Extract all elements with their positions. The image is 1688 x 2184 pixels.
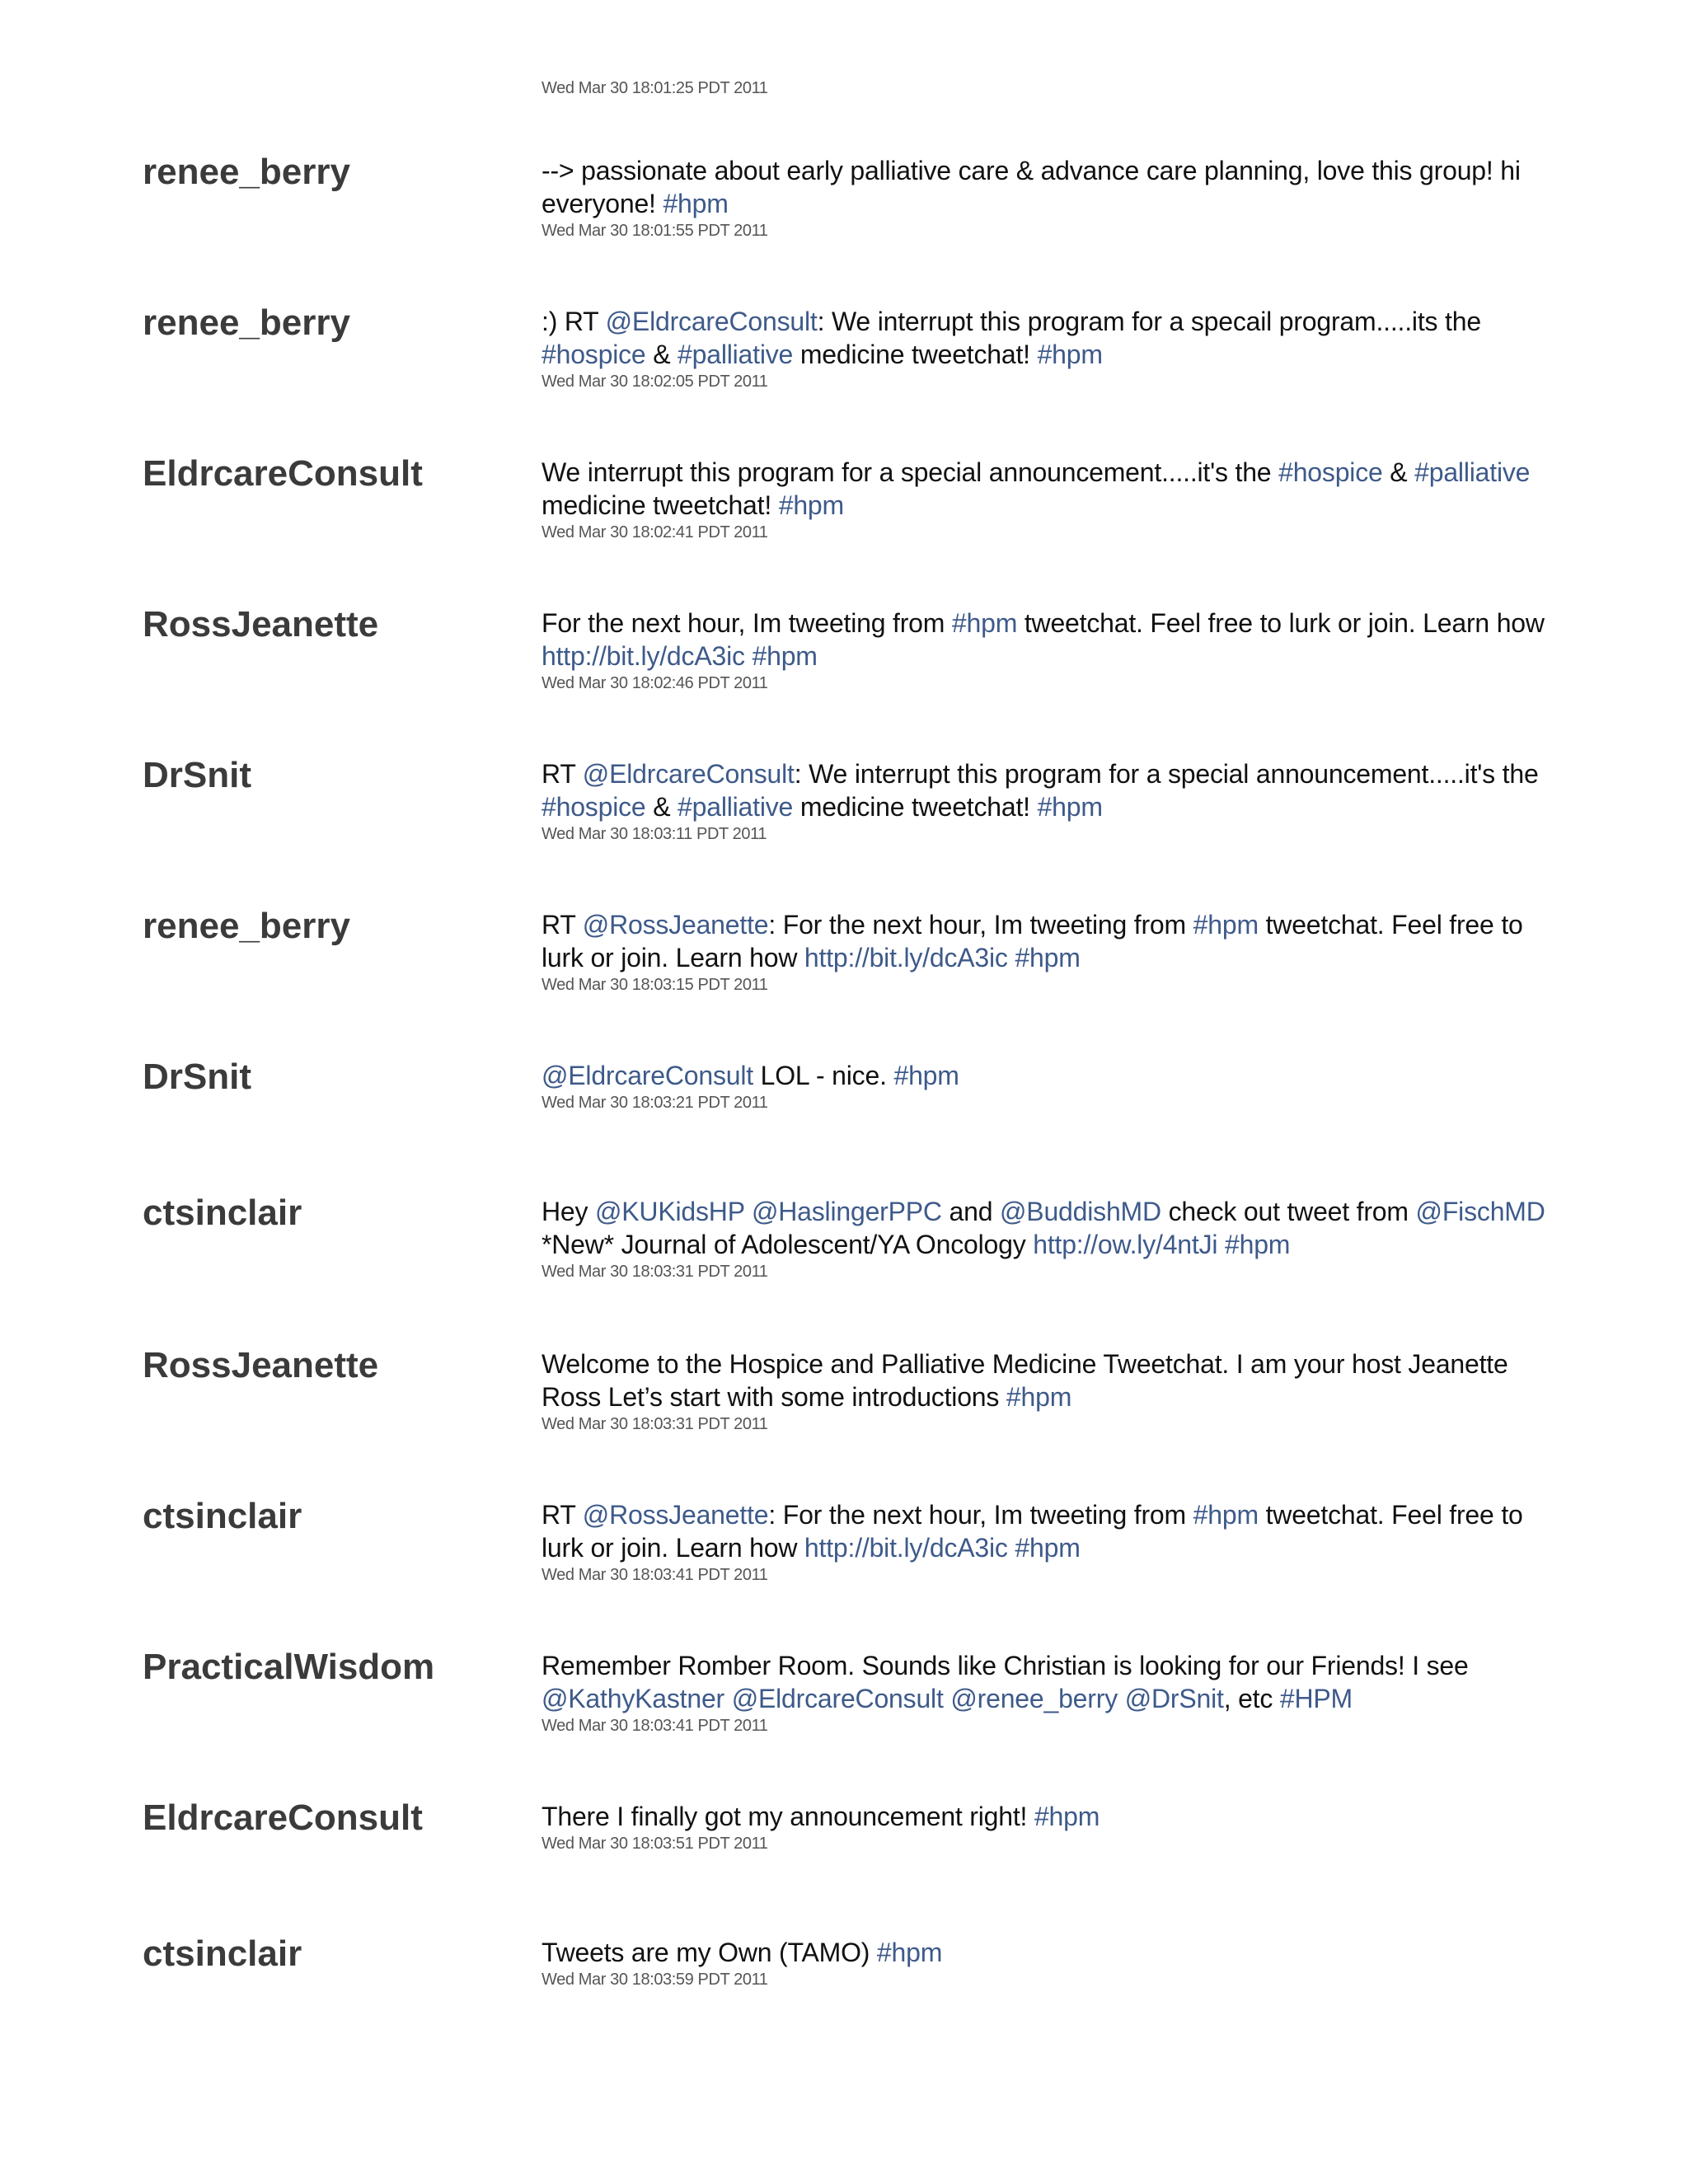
- hashtag-link[interactable]: #hpm: [1193, 1500, 1259, 1530]
- tweet-text-segment: &: [645, 340, 678, 369]
- hashtag-link[interactable]: #palliative: [1414, 457, 1531, 487]
- hashtag-link[interactable]: #hpm: [1225, 1230, 1291, 1259]
- hashtag-link[interactable]: #hpm: [1006, 1382, 1072, 1412]
- tweet-author[interactable]: EldrcareConsult: [143, 1797, 423, 1838]
- tweet-text: [542, 305, 1551, 371]
- mention-link[interactable]: @FischMD: [1415, 1197, 1545, 1226]
- hashtag-link[interactable]: #hpm: [1015, 1533, 1081, 1563]
- hashtag-link[interactable]: #hpm: [752, 641, 818, 671]
- hashtag-link[interactable]: #palliative: [678, 340, 794, 369]
- mention-link[interactable]: @BuddishMD: [1000, 1197, 1161, 1226]
- tweet-body: [542, 1800, 1551, 1854]
- hashtag-link[interactable]: #hpm: [1015, 943, 1081, 972]
- tweet-text-segment: medicine tweetchat!: [542, 490, 779, 520]
- tweet-text-segment: RT: [542, 759, 583, 789]
- hashtag-link[interactable]: #hospice: [542, 340, 646, 369]
- mention-link[interactable]: @EldrcareConsult: [582, 759, 795, 789]
- tweet-timestamp: Wed Mar 30 18:03:41 PDT 2011: [542, 1566, 768, 1584]
- mention-link[interactable]: @EldrcareConsult: [605, 307, 818, 336]
- tweet-text: [542, 1059, 1551, 1092]
- url-link[interactable]: http://bit.ly/dcA3ic: [804, 1533, 1008, 1563]
- tweet-text: [542, 607, 1551, 673]
- tweet-timestamp: Wed Mar 30 18:03:51 PDT 2011: [542, 1835, 768, 1853]
- tweet-text: [542, 1800, 1551, 1833]
- tweet-body: [542, 607, 1551, 694]
- mention-link[interactable]: @RossJeanette: [582, 910, 769, 940]
- tweet-body: [542, 1195, 1551, 1282]
- tweet-text: [542, 1195, 1551, 1261]
- tweet-timestamp: Wed Mar 30 18:03:31 PDT 2011: [542, 1263, 768, 1281]
- tweet-text: [542, 456, 1551, 522]
- hashtag-link[interactable]: #hospice: [1278, 457, 1383, 487]
- tweet-text-segment: tweetchat. Feel free to lurk or join. Learn how: [542, 1500, 1523, 1563]
- tweet-text-segment: :) RT: [542, 307, 606, 336]
- leading-timestamp: Wed Mar 30 18:01:25 PDT 2011: [542, 79, 768, 97]
- tweet-author[interactable]: renee_berry: [143, 906, 350, 946]
- tweet-text: [542, 1498, 1551, 1564]
- hashtag-link[interactable]: #hpm: [876, 1938, 943, 1967]
- tweet-timestamp: Wed Mar 30 18:03:41 PDT 2011: [542, 1717, 768, 1735]
- tweet-text-segment: [1217, 1230, 1225, 1259]
- tweet-body: [542, 1059, 1551, 1113]
- hashtag-link[interactable]: #hpm: [1034, 1802, 1100, 1831]
- hashtag-link[interactable]: #hpm: [778, 490, 844, 520]
- mention-link[interactable]: @EldrcareConsult: [731, 1684, 944, 1713]
- tweet-author[interactable]: ctsinclair: [143, 1496, 302, 1536]
- tweet-text-segment: : For the next hour, Im tweeting from: [768, 1500, 1193, 1530]
- tweet-author[interactable]: EldrcareConsult: [143, 453, 423, 494]
- mention-link[interactable]: @renee_berry: [950, 1684, 1118, 1713]
- tweet-text-segment: There I finally got my announcement right!: [542, 1802, 1034, 1831]
- tweet-text: [542, 154, 1551, 220]
- tweet-text-segment: &: [1382, 457, 1415, 487]
- tweet-timestamp: Wed Mar 30 18:03:21 PDT 2011: [542, 1094, 768, 1112]
- hashtag-link[interactable]: #palliative: [678, 792, 794, 822]
- tweet-text: [542, 1936, 1551, 1969]
- tweet-author[interactable]: PracticalWisdom: [143, 1647, 435, 1687]
- tweet-author[interactable]: renee_berry: [143, 302, 350, 343]
- tweet-body: [542, 757, 1551, 845]
- tweet-text-segment: Tweets are my Own (TAMO): [542, 1938, 877, 1967]
- tweet-text-segment: [1118, 1684, 1125, 1713]
- tweet-text-segment: check out tweet from: [1160, 1197, 1416, 1226]
- tweet-body: [542, 154, 1551, 241]
- hashtag-link[interactable]: #hpm: [893, 1061, 959, 1090]
- tweet-body: [542, 305, 1551, 392]
- tweet-text-segment: [745, 641, 753, 671]
- tweet-text-segment: &: [645, 792, 678, 822]
- mention-link[interactable]: @HaslingerPPC: [751, 1197, 942, 1226]
- tweet-author[interactable]: renee_berry: [143, 152, 350, 192]
- tweet-timestamp: Wed Mar 30 18:03:15 PDT 2011: [542, 976, 768, 994]
- hashtag-link[interactable]: #hpm: [951, 608, 1018, 638]
- tweet-body: [542, 908, 1551, 996]
- tweet-author[interactable]: ctsinclair: [143, 1933, 302, 1974]
- tweet-author[interactable]: RossJeanette: [143, 604, 379, 644]
- tweet-timestamp: Wed Mar 30 18:03:59 PDT 2011: [542, 1971, 768, 1989]
- tweet-text-segment: medicine tweetchat!: [793, 792, 1038, 822]
- tweet-text-segment: For the next hour, Im tweeting from: [542, 608, 952, 638]
- hashtag-link[interactable]: #hpm: [663, 189, 729, 218]
- tweet-text-segment: [724, 1684, 732, 1713]
- tweet-timestamp: Wed Mar 30 18:02:05 PDT 2011: [542, 373, 768, 391]
- tweet-text-segment: Welcome to the Hospice and Palliative Medicine Tweetchat. I am your host Jeanette Ross Let’s start with some introductions: [542, 1349, 1508, 1412]
- tweet-timestamp: Wed Mar 30 18:02:46 PDT 2011: [542, 674, 768, 692]
- tweet-body: [542, 1347, 1551, 1435]
- tweet-author[interactable]: DrSnit: [143, 1057, 251, 1097]
- tweet-text-segment: [744, 1197, 752, 1226]
- tweet-text-segment: , etc: [1223, 1684, 1280, 1713]
- hashtag-link[interactable]: #HPM: [1279, 1684, 1353, 1713]
- tweet-author[interactable]: ctsinclair: [143, 1193, 302, 1233]
- tweet-text-segment: *New* Journal of Adolescent/YA Oncology: [542, 1230, 1034, 1259]
- hashtag-link[interactable]: #hpm: [1037, 792, 1103, 822]
- tweet-text-segment: --> passionate about early palliative care & advance care planning, love this group! hi everyone!: [542, 156, 1521, 218]
- tweet-text-segment: tweetchat. Feel free to lurk or join. Learn how: [1017, 608, 1545, 638]
- url-link[interactable]: http://bit.ly/dcA3ic: [804, 943, 1008, 972]
- mention-link[interactable]: @DrSnit: [1124, 1684, 1224, 1713]
- tweet-text: [542, 757, 1551, 823]
- tweet-body: [542, 1649, 1551, 1736]
- tweet-text-segment: Remember Romber Room. Sounds like Christian is looking for our Friends! I see: [542, 1651, 1469, 1680]
- tweet-timestamp: Wed Mar 30 18:03:11 PDT 2011: [542, 825, 767, 843]
- tweet-text-segment: and: [941, 1197, 1001, 1226]
- mention-link[interactable]: @EldrcareConsult: [542, 1061, 753, 1090]
- tweet-text-segment: tweetchat. Feel free to lurk or join. Learn how: [542, 910, 1523, 972]
- tweet-author[interactable]: RossJeanette: [143, 1345, 379, 1385]
- tweet-text-segment: : For the next hour, Im tweeting from: [768, 910, 1193, 940]
- tweet-text: [542, 1649, 1551, 1715]
- tweet-text-segment: We interrupt this program for a special announcement.....it's the: [542, 457, 1279, 487]
- hashtag-link[interactable]: #hpm: [1193, 910, 1259, 940]
- tweet-text: [542, 1347, 1551, 1413]
- tweet-text-segment: : We interrupt this program for a special announcement.....it's the: [794, 759, 1539, 789]
- tweet-text-segment: medicine tweetchat!: [793, 340, 1038, 369]
- tweet-body: [542, 1936, 1551, 1990]
- tweet-body: [542, 1498, 1551, 1586]
- mention-link[interactable]: @KUKidsHP: [595, 1197, 745, 1226]
- tweet-timestamp: Wed Mar 30 18:02:41 PDT 2011: [542, 523, 768, 541]
- mention-link[interactable]: @KathyKastner: [542, 1684, 724, 1713]
- tweet-text-segment: : We interrupt this program for a specail program.....its the: [817, 307, 1481, 336]
- tweet-text-segment: LOL - nice.: [753, 1061, 894, 1090]
- tweet-timestamp: Wed Mar 30 18:01:55 PDT 2011: [542, 222, 768, 240]
- url-link[interactable]: http://bit.ly/dcA3ic: [542, 641, 745, 671]
- tweet-author[interactable]: DrSnit: [143, 755, 251, 795]
- tweet-timestamp: Wed Mar 30 18:03:31 PDT 2011: [542, 1415, 768, 1433]
- hashtag-link[interactable]: #hospice: [542, 792, 646, 822]
- tweet-text-segment: RT: [542, 1500, 583, 1530]
- tweet-text-segment: RT: [542, 910, 583, 940]
- url-link[interactable]: http://ow.ly/4ntJi: [1033, 1230, 1218, 1259]
- hashtag-link[interactable]: #hpm: [1037, 340, 1103, 369]
- tweet-text: [542, 908, 1551, 974]
- mention-link[interactable]: @RossJeanette: [582, 1500, 769, 1530]
- tweet-body: [542, 456, 1551, 543]
- tweet-text-segment: Hey: [542, 1197, 595, 1226]
